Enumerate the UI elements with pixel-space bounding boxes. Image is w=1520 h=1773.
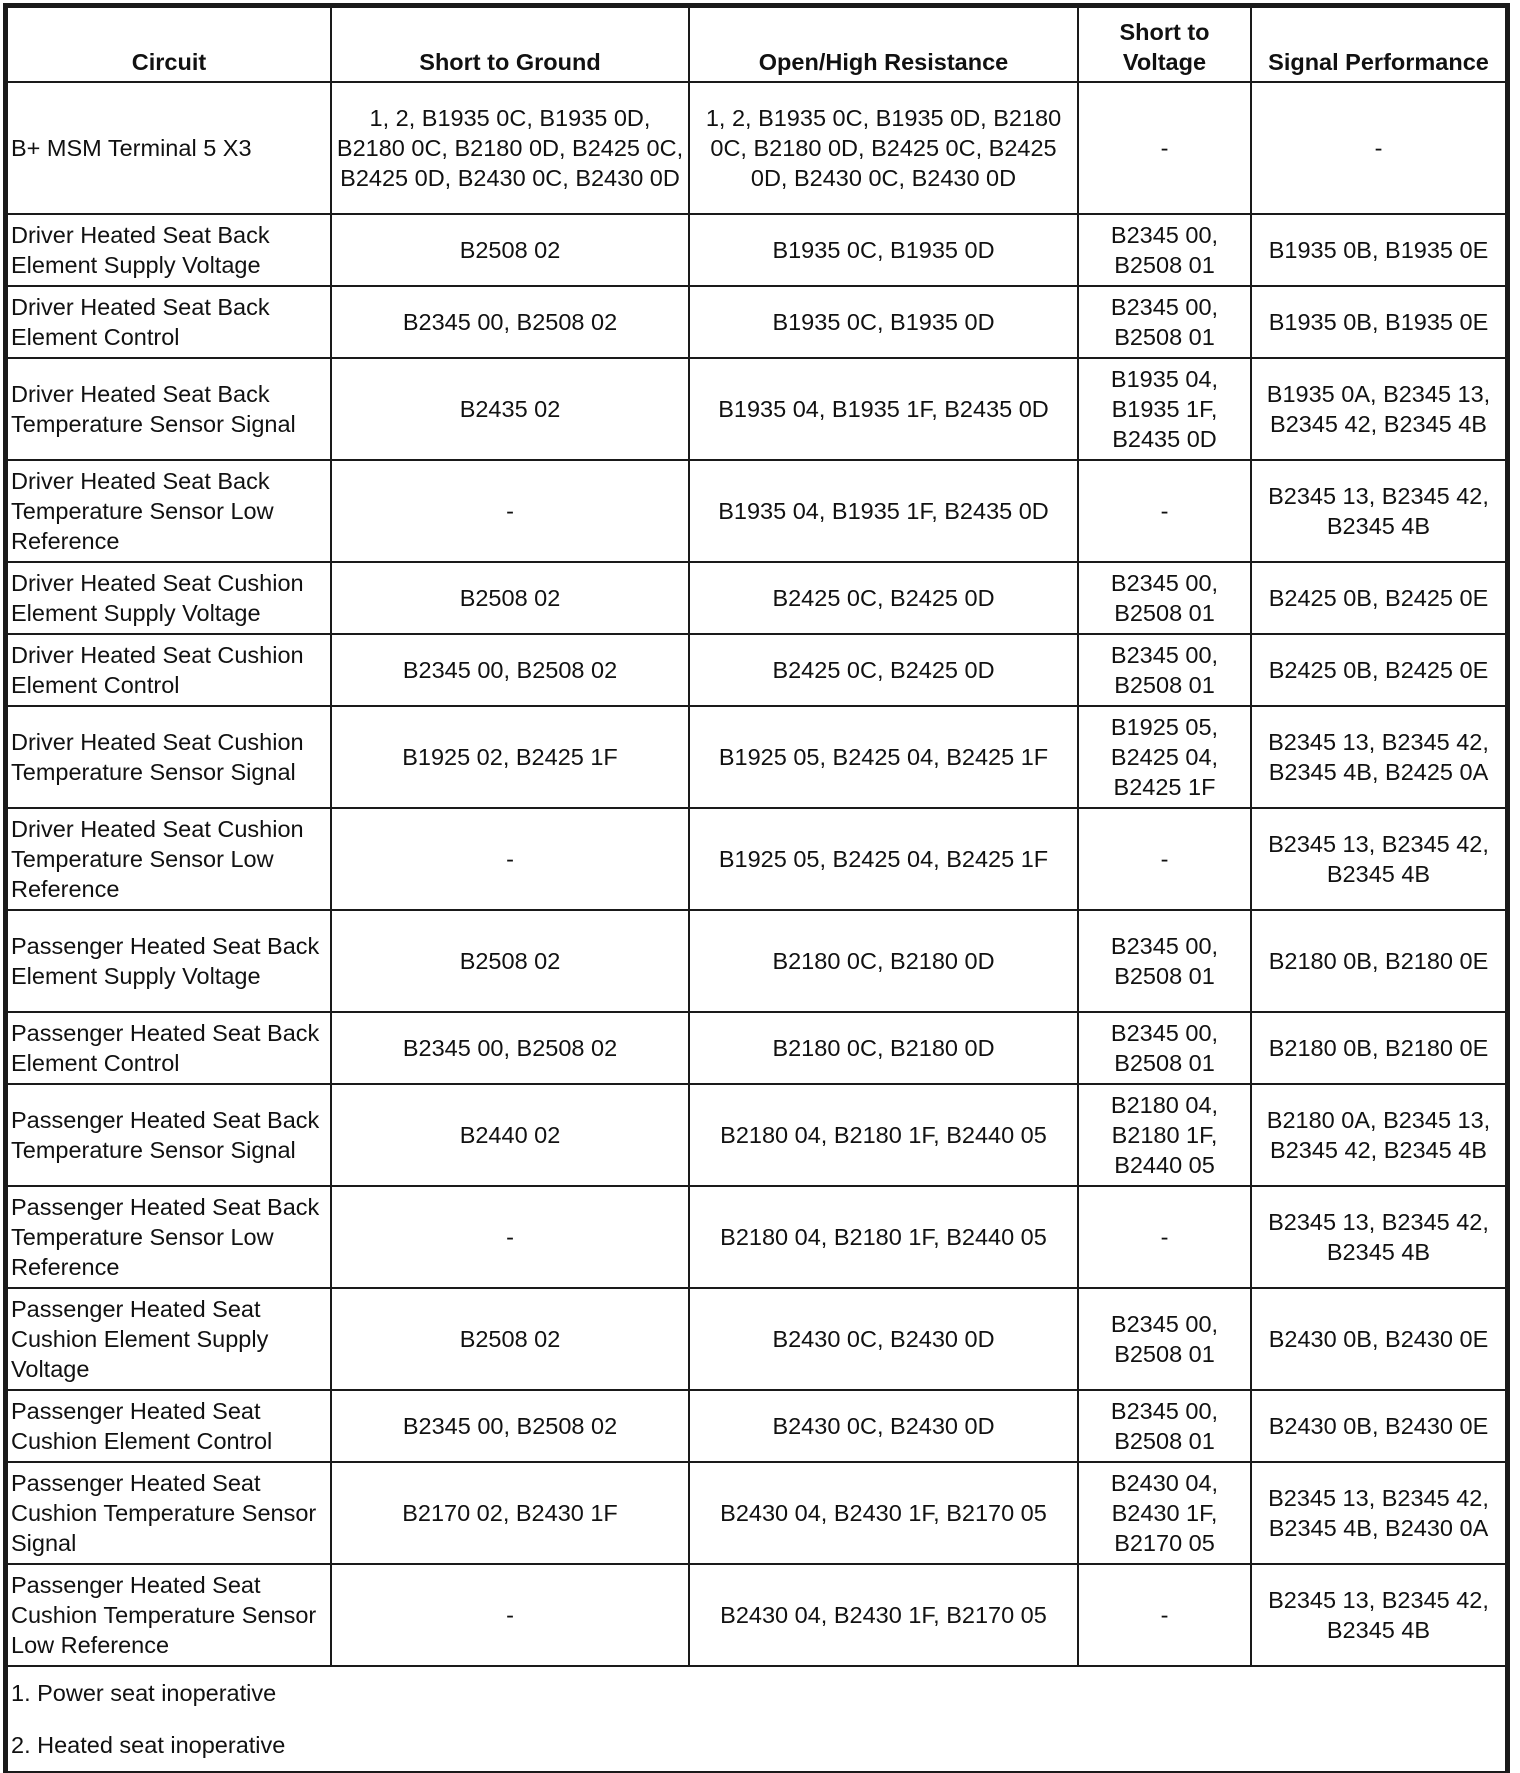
- open-high-resistance-cell: B2180 0C, B2180 0D: [689, 1012, 1078, 1084]
- short-to-ground-cell: B2345 00, B2508 02: [331, 634, 689, 706]
- open-high-resistance-cell: 1, 2, B1935 0C, B1935 0D, B2180 0C, B2180 0D, B2425 0C, B2425 0D, B2430 0C, B2430 0D: [689, 82, 1078, 214]
- header-open-high-resistance: Open/High Resistance: [689, 7, 1078, 82]
- circuit-cell: B+ MSM Terminal 5 X3: [7, 82, 331, 214]
- open-high-resistance-cell: B2425 0C, B2425 0D: [689, 562, 1078, 634]
- signal-performance-cell: B2345 13, B2345 42, B2345 4B: [1251, 1564, 1506, 1666]
- short-to-voltage-cell: B1925 05, B2425 04, B2425 1F: [1078, 706, 1251, 808]
- circuit-cell: Driver Heated Seat Cushion Element Control: [7, 634, 331, 706]
- table-row: [7, 1390, 1506, 1462]
- open-high-resistance-cell: B1935 0C, B1935 0D: [689, 286, 1078, 358]
- table-row: [7, 808, 1506, 910]
- table-header-row: [7, 7, 1506, 82]
- header-circuit: Circuit: [7, 7, 331, 82]
- table-row: [7, 286, 1506, 358]
- header-short-to-voltage: Short to Voltage: [1078, 7, 1251, 82]
- table-row: [7, 634, 1506, 706]
- footnote-row: [7, 1719, 1506, 1772]
- short-to-ground-cell: B2508 02: [331, 910, 689, 1012]
- short-to-ground-cell: B2508 02: [331, 562, 689, 634]
- short-to-ground-cell: -: [331, 1564, 689, 1666]
- short-to-voltage-cell: -: [1078, 460, 1251, 562]
- short-to-voltage-cell: B2345 00, B2508 01: [1078, 1012, 1251, 1084]
- table-row: [7, 358, 1506, 460]
- signal-performance-cell: B2425 0B, B2425 0E: [1251, 634, 1506, 706]
- open-high-resistance-cell: B1925 05, B2425 04, B2425 1F: [689, 808, 1078, 910]
- short-to-ground-cell: 1, 2, B1935 0C, B1935 0D, B2180 0C, B2180 0D, B2425 0C, B2425 0D, B2430 0C, B2430 0D: [331, 82, 689, 214]
- short-to-voltage-cell: B2345 00, B2508 01: [1078, 910, 1251, 1012]
- signal-performance-cell: B2180 0A, B2345 13, B2345 42, B2345 4B: [1251, 1084, 1506, 1186]
- open-high-resistance-cell: B1935 0C, B1935 0D: [689, 214, 1078, 286]
- open-high-resistance-cell: B2430 04, B2430 1F, B2170 05: [689, 1462, 1078, 1564]
- circuit-cell: Driver Heated Seat Cushion Element Supply Voltage: [7, 562, 331, 634]
- circuit-cell: Passenger Heated Seat Back Element Supply Voltage: [7, 910, 331, 1012]
- signal-performance-cell: B2430 0B, B2430 0E: [1251, 1288, 1506, 1390]
- signal-performance-cell: B2430 0B, B2430 0E: [1251, 1390, 1506, 1462]
- signal-performance-cell: B2180 0B, B2180 0E: [1251, 910, 1506, 1012]
- short-to-ground-cell: B2345 00, B2508 02: [331, 1390, 689, 1462]
- short-to-voltage-cell: B2345 00, B2508 01: [1078, 562, 1251, 634]
- circuit-cell: Passenger Heated Seat Back Temperature Sensor Signal: [7, 1084, 331, 1186]
- short-to-ground-cell: B2508 02: [331, 214, 689, 286]
- short-to-ground-cell: -: [331, 808, 689, 910]
- short-to-ground-cell: B2508 02: [331, 1288, 689, 1390]
- open-high-resistance-cell: B2180 0C, B2180 0D: [689, 910, 1078, 1012]
- dtc-circuit-table-container: [6, 6, 1505, 1773]
- header-signal-performance: Signal Performance: [1251, 7, 1506, 82]
- table-row: [7, 214, 1506, 286]
- short-to-ground-cell: -: [331, 460, 689, 562]
- short-to-voltage-cell: -: [1078, 82, 1251, 214]
- open-high-resistance-cell: B2430 0C, B2430 0D: [689, 1390, 1078, 1462]
- signal-performance-cell: B2345 13, B2345 42, B2345 4B: [1251, 1186, 1506, 1288]
- footnote-row: [7, 1666, 1506, 1719]
- short-to-voltage-cell: B2345 00, B2508 01: [1078, 634, 1251, 706]
- circuit-cell: Passenger Heated Seat Back Element Control: [7, 1012, 331, 1084]
- circuit-cell: Passenger Heated Seat Back Temperature Sensor Low Reference: [7, 1186, 331, 1288]
- table-row: [7, 460, 1506, 562]
- signal-performance-cell: B1935 0B, B1935 0E: [1251, 214, 1506, 286]
- short-to-voltage-cell: -: [1078, 808, 1251, 910]
- circuit-cell: Driver Heated Seat Back Element Control: [7, 286, 331, 358]
- circuit-cell: Passenger Heated Seat Cushion Temperature Sensor Signal: [7, 1462, 331, 1564]
- signal-performance-cell: B2425 0B, B2425 0E: [1251, 562, 1506, 634]
- open-high-resistance-cell: B2180 04, B2180 1F, B2440 05: [689, 1186, 1078, 1288]
- table-row: [7, 1462, 1506, 1564]
- open-high-resistance-cell: B2430 0C, B2430 0D: [689, 1288, 1078, 1390]
- table-body: [7, 82, 1506, 1772]
- circuit-cell: Passenger Heated Seat Cushion Temperature Sensor Low Reference: [7, 1564, 331, 1666]
- table-row: [7, 562, 1506, 634]
- circuit-cell: Driver Heated Seat Cushion Temperature Sensor Signal: [7, 706, 331, 808]
- signal-performance-cell: B2345 13, B2345 42, B2345 4B: [1251, 460, 1506, 562]
- short-to-voltage-cell: -: [1078, 1186, 1251, 1288]
- short-to-voltage-cell: B2180 04, B2180 1F, B2440 05: [1078, 1084, 1251, 1186]
- short-to-ground-cell: B2435 02: [331, 358, 689, 460]
- signal-performance-cell: B2180 0B, B2180 0E: [1251, 1012, 1506, 1084]
- short-to-voltage-cell: B2345 00, B2508 01: [1078, 214, 1251, 286]
- short-to-ground-cell: B2345 00, B2508 02: [331, 1012, 689, 1084]
- circuit-cell: Driver Heated Seat Back Temperature Sensor Signal: [7, 358, 331, 460]
- table-row: [7, 1288, 1506, 1390]
- table-row: [7, 706, 1506, 808]
- header-short-to-ground: Short to Ground: [331, 7, 689, 82]
- short-to-voltage-cell: B2345 00, B2508 01: [1078, 1390, 1251, 1462]
- short-to-ground-cell: B1925 02, B2425 1F: [331, 706, 689, 808]
- signal-performance-cell: B2345 13, B2345 42, B2345 4B: [1251, 808, 1506, 910]
- table-row: [7, 910, 1506, 1012]
- short-to-voltage-cell: B2430 04, B2430 1F, B2170 05: [1078, 1462, 1251, 1564]
- short-to-ground-cell: B2440 02: [331, 1084, 689, 1186]
- short-to-voltage-cell: B2345 00, B2508 01: [1078, 286, 1251, 358]
- table-row: [7, 1564, 1506, 1666]
- short-to-voltage-cell: -: [1078, 1564, 1251, 1666]
- open-high-resistance-cell: B1935 04, B1935 1F, B2435 0D: [689, 460, 1078, 562]
- footnote-text: 1. Power seat inoperative: [7, 1666, 1506, 1719]
- signal-performance-cell: B2345 13, B2345 42, B2345 4B, B2425 0A: [1251, 706, 1506, 808]
- short-to-ground-cell: B2345 00, B2508 02: [331, 286, 689, 358]
- table-row: [7, 1084, 1506, 1186]
- short-to-voltage-cell: B2345 00, B2508 01: [1078, 1288, 1251, 1390]
- short-to-ground-cell: -: [331, 1186, 689, 1288]
- dtc-circuit-table: [6, 6, 1507, 1773]
- open-high-resistance-cell: B2430 04, B2430 1F, B2170 05: [689, 1564, 1078, 1666]
- signal-performance-cell: B1935 0A, B2345 13, B2345 42, B2345 4B: [1251, 358, 1506, 460]
- circuit-cell: Driver Heated Seat Back Temperature Sensor Low Reference: [7, 460, 331, 562]
- table-row: [7, 1012, 1506, 1084]
- signal-performance-cell: B2345 13, B2345 42, B2345 4B, B2430 0A: [1251, 1462, 1506, 1564]
- circuit-cell: Passenger Heated Seat Cushion Element Supply Voltage: [7, 1288, 331, 1390]
- signal-performance-cell: B1935 0B, B1935 0E: [1251, 286, 1506, 358]
- open-high-resistance-cell: B1925 05, B2425 04, B2425 1F: [689, 706, 1078, 808]
- open-high-resistance-cell: B2425 0C, B2425 0D: [689, 634, 1078, 706]
- footnote-text: 2. Heated seat inoperative: [7, 1719, 1506, 1772]
- signal-performance-cell: -: [1251, 82, 1506, 214]
- table-row: [7, 1186, 1506, 1288]
- short-to-ground-cell: B2170 02, B2430 1F: [331, 1462, 689, 1564]
- table-row: [7, 82, 1506, 214]
- open-high-resistance-cell: B1935 04, B1935 1F, B2435 0D: [689, 358, 1078, 460]
- short-to-voltage-cell: B1935 04, B1935 1F, B2435 0D: [1078, 358, 1251, 460]
- open-high-resistance-cell: B2180 04, B2180 1F, B2440 05: [689, 1084, 1078, 1186]
- circuit-cell: Driver Heated Seat Cushion Temperature Sensor Low Reference: [7, 808, 331, 910]
- circuit-cell: Passenger Heated Seat Cushion Element Control: [7, 1390, 331, 1462]
- circuit-cell: Driver Heated Seat Back Element Supply Voltage: [7, 214, 331, 286]
